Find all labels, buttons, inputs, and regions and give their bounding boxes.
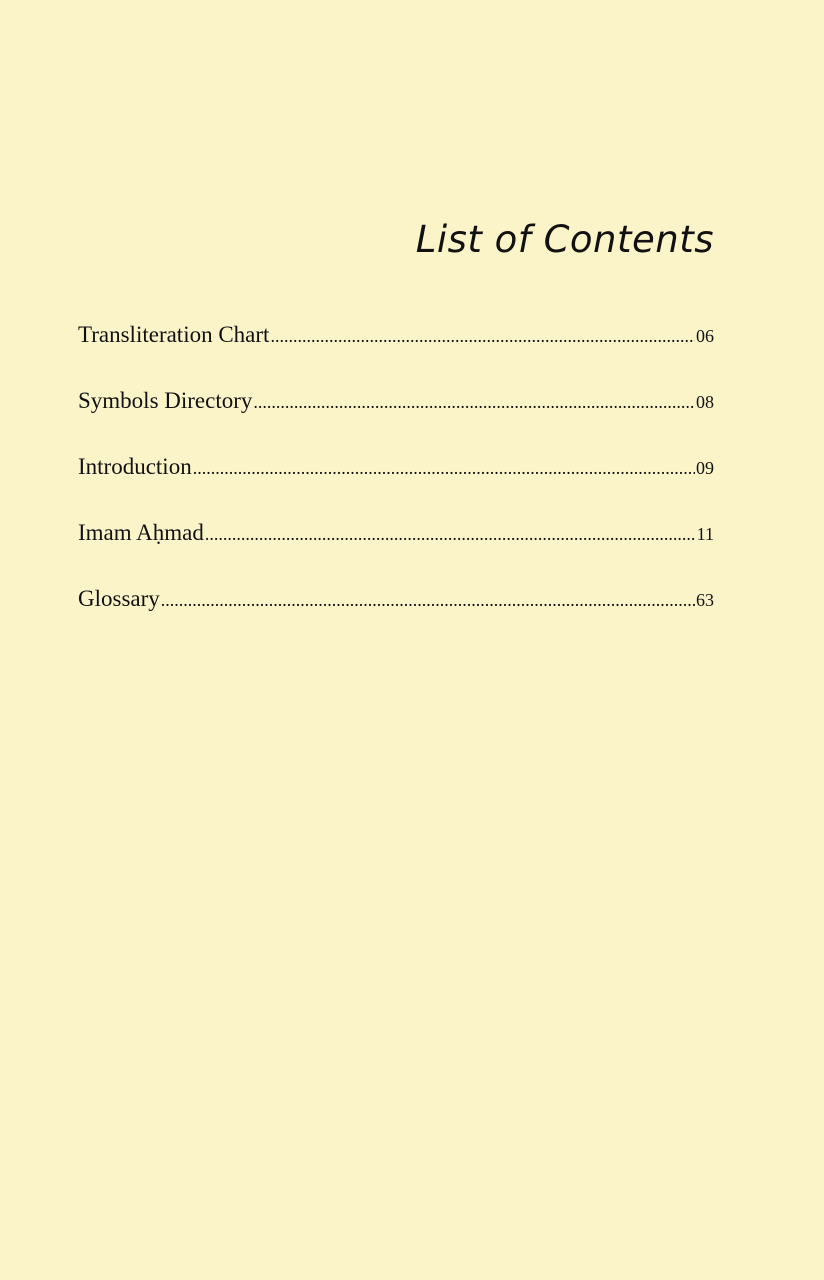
toc-entry-glossary — [78, 586, 714, 652]
toc-entry-page-number: 09 — [696, 458, 714, 478]
toc-entry-label: Glossary — [78, 586, 160, 611]
toc-entry-page-number: 06 — [696, 326, 714, 346]
toc-entry-label: Introduction — [78, 454, 192, 479]
toc-entry-introduction — [78, 454, 714, 520]
toc-entry-label: Symbols Directory — [78, 388, 253, 413]
toc-entry-page-number: 08 — [696, 392, 714, 412]
page-title: List of Contents — [415, 218, 714, 261]
dot-leader — [161, 590, 695, 611]
dot-leader — [205, 524, 696, 545]
dot-leader — [270, 326, 695, 347]
toc-entry-page-number: 63 — [696, 590, 714, 610]
toc-entry-symbols-directory — [78, 388, 714, 454]
toc-entry-imam-ahmad — [78, 520, 714, 586]
dot-leader — [253, 392, 695, 413]
table-of-contents — [78, 322, 714, 652]
dot-leader — [193, 458, 695, 479]
toc-entry-page-number: 11 — [696, 524, 714, 544]
toc-entry-transliteration-chart — [78, 322, 714, 388]
toc-entry-label: Imam Aḥmad — [78, 520, 204, 545]
toc-entry-label: Transliteration Chart — [78, 322, 270, 347]
